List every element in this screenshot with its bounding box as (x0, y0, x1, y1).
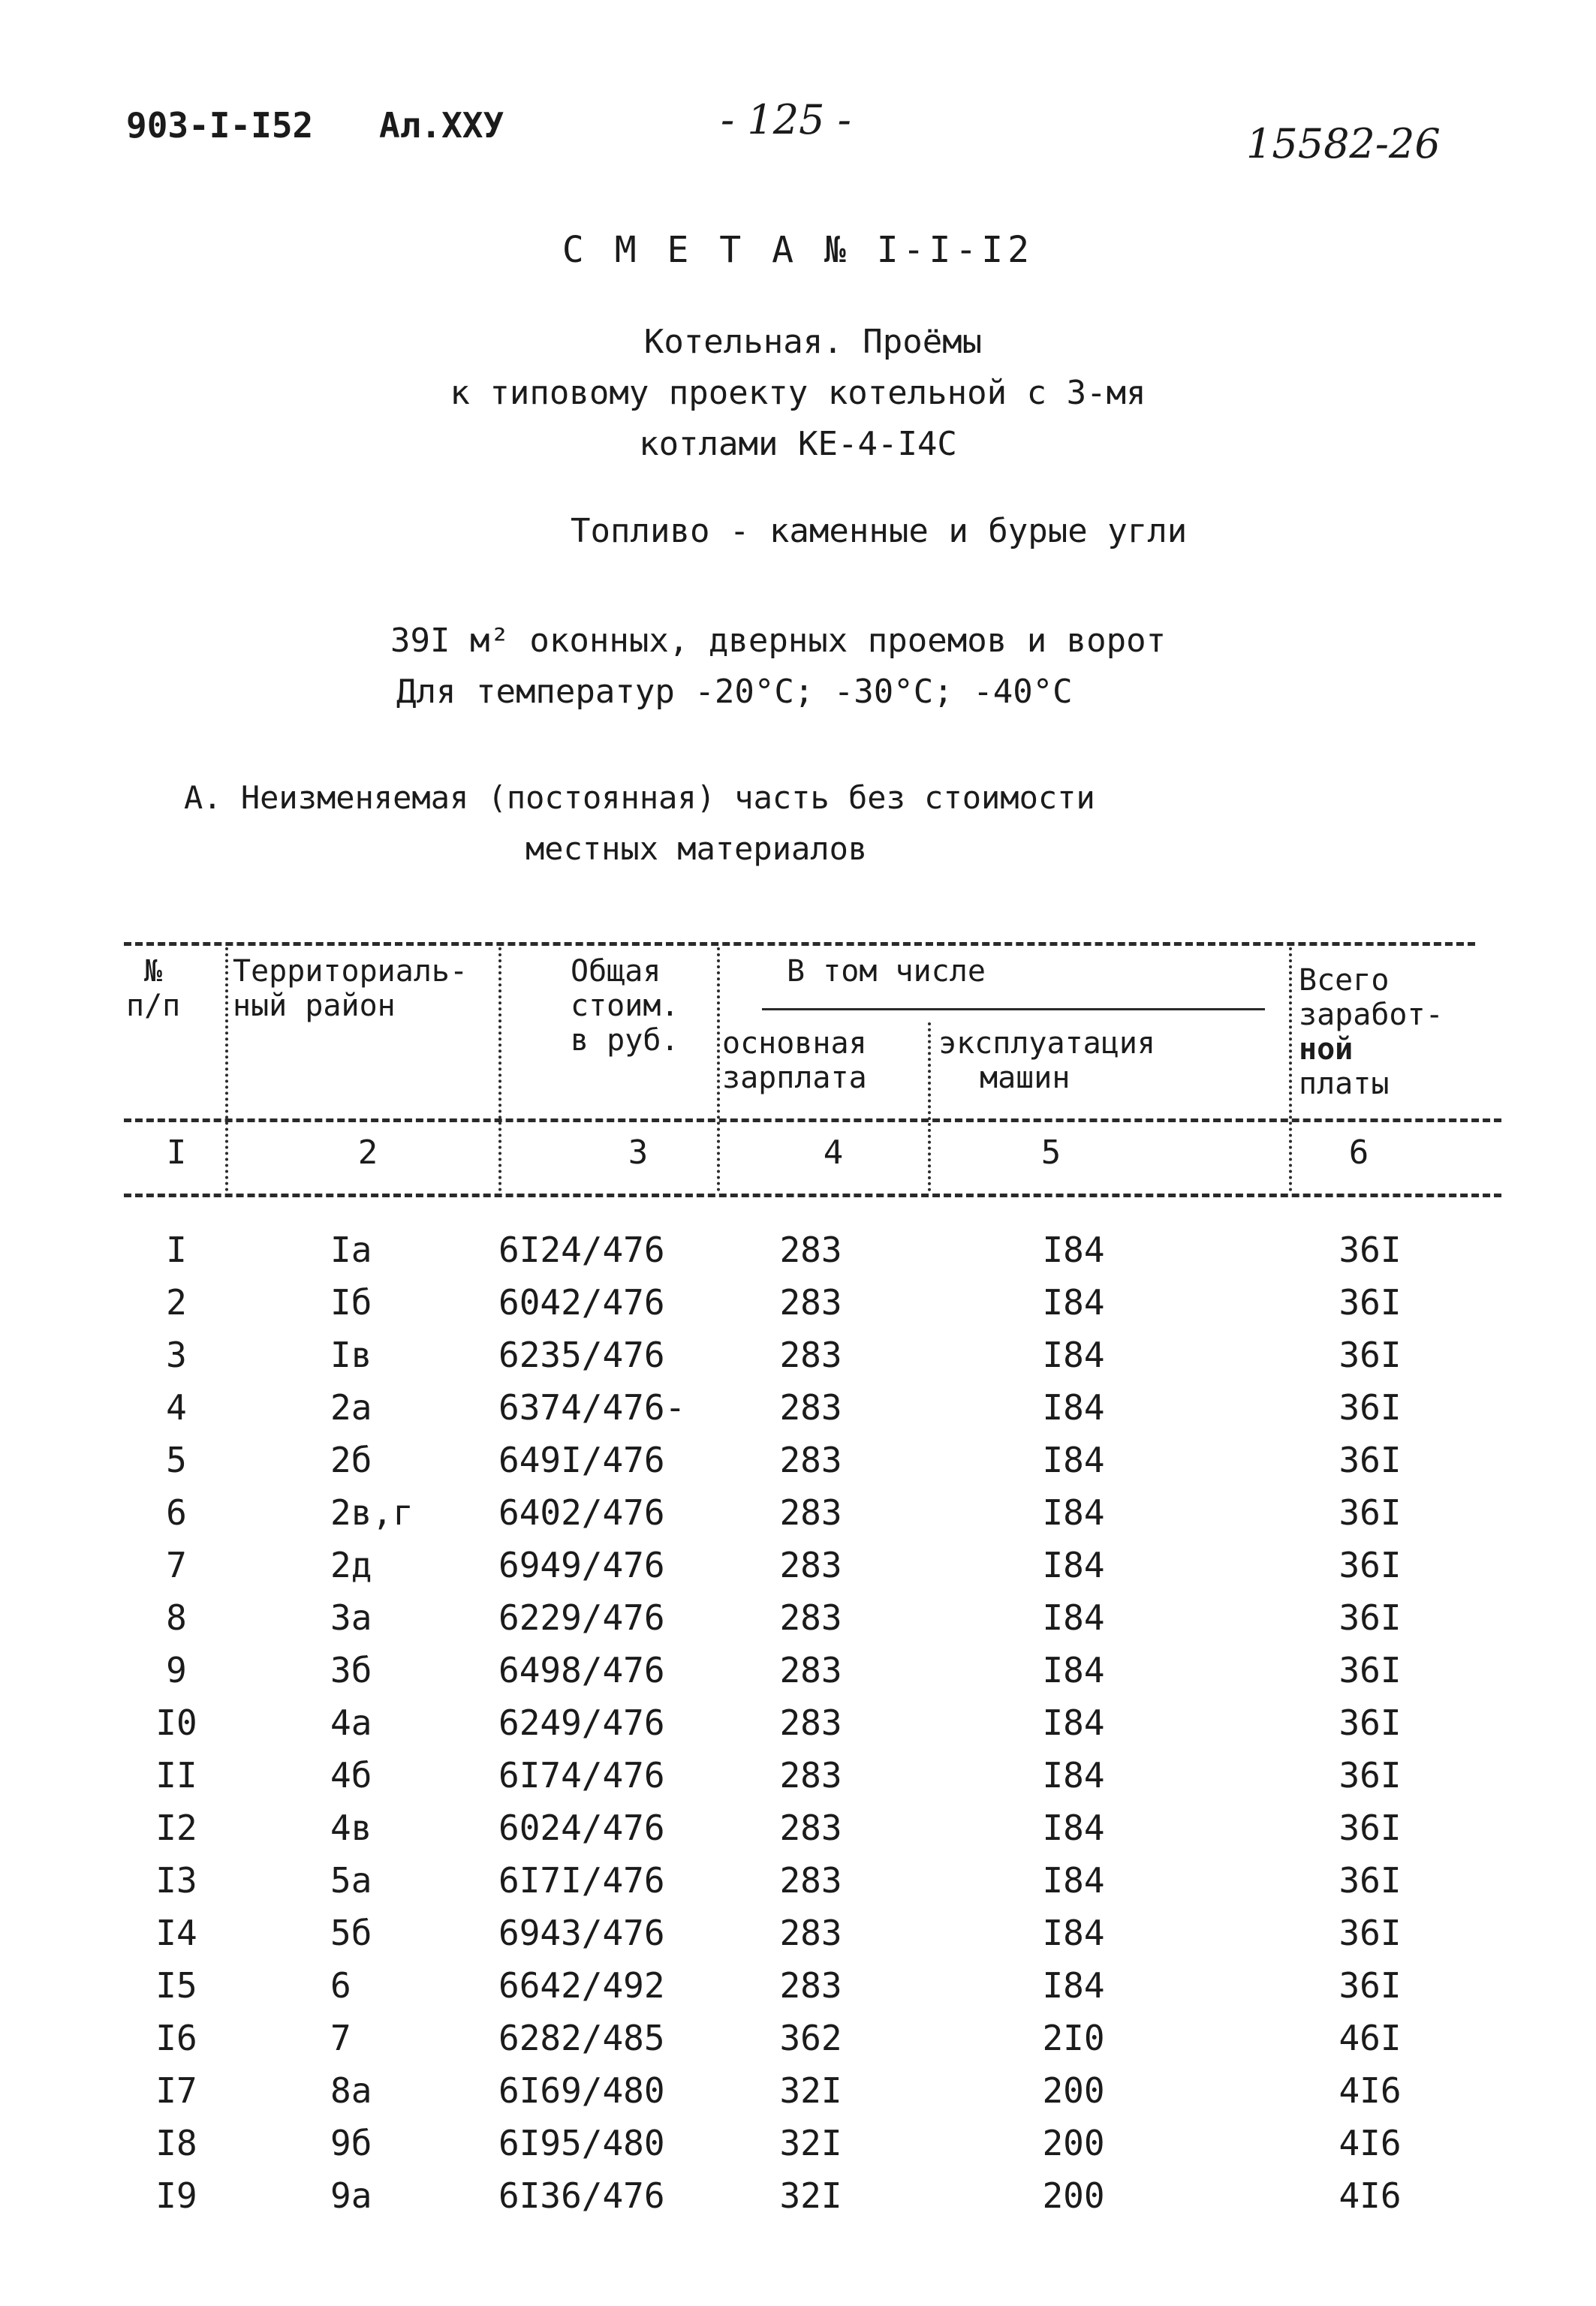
table-cell: I6 (155, 2018, 197, 2058)
table-cell: 36I (1339, 1965, 1402, 2006)
table-cell: 46I (1339, 2018, 1402, 2058)
table-cell: 36I (1339, 1650, 1402, 1690)
header-total-c: в руб. (571, 1023, 679, 1058)
table-cell: 36I (1339, 1230, 1402, 1270)
table-cell: 283 (779, 1545, 842, 1585)
col-sep-1 (225, 947, 228, 1191)
header-district-b: ный район (233, 989, 396, 1023)
table-cell: 2д (330, 1545, 372, 1585)
table-top-rule (124, 942, 1475, 946)
title-line-2: к типовому проекту котельной с 3-мя (450, 374, 1146, 412)
table-cell: 36I (1339, 1913, 1402, 1953)
table-cell: 2I0 (1042, 2018, 1105, 2058)
table-cell: 4а (330, 1702, 372, 1743)
table-cell: 649I/476 (498, 1440, 665, 1480)
table-cell: 36I (1339, 1808, 1402, 1848)
column-number: I (166, 1133, 187, 1172)
title-line-1: Котельная. Проёмы (643, 323, 983, 361)
table-cell: 283 (779, 1230, 842, 1270)
table-cell: 36I (1339, 1545, 1402, 1585)
col-sep-5 (1289, 947, 1292, 1191)
table-cell: 4I6 (1339, 2175, 1402, 2216)
column-number-rule (124, 1194, 1501, 1197)
table-cell: 3 (166, 1335, 187, 1375)
table-cell: 32I (779, 2123, 842, 2163)
col-sep-3 (717, 947, 720, 1191)
subheader-rule (762, 1008, 1265, 1010)
page-number: - 125 - (721, 96, 851, 143)
table-cell: I84 (1042, 1597, 1105, 1638)
table-cell: I5 (155, 1965, 197, 2006)
table-cell: I84 (1042, 1650, 1105, 1690)
project-code: 903-I-I52 (126, 105, 314, 146)
header-including: В том числе (787, 954, 986, 989)
table-cell: 36I (1339, 1387, 1402, 1428)
table-cell: 6249/476 (498, 1702, 665, 1743)
table-cell: I (166, 1230, 187, 1270)
estimate-title: С М Е Т А № I-I-I2 (562, 229, 1034, 271)
header-wages-total-a: Всего (1299, 963, 1390, 998)
table-cell: I84 (1042, 1755, 1105, 1796)
table-cell: 283 (779, 1597, 842, 1638)
table-cell: 36I (1339, 1282, 1402, 1323)
table-cell: I84 (1042, 1230, 1105, 1270)
table-cell: 6 (166, 1492, 187, 1533)
header-wage-a: основная (722, 1026, 867, 1061)
table-cell: I3 (155, 1860, 197, 1901)
table-cell: I2 (155, 1808, 197, 1848)
table-cell: 6I36/476 (498, 2175, 665, 2216)
table-cell: 36I (1339, 1492, 1402, 1533)
table-cell: 9а (330, 2175, 372, 2216)
table-cell: 6402/476 (498, 1492, 665, 1533)
table-cell: 4 (166, 1387, 187, 1428)
table-cell: 36I (1339, 1597, 1402, 1638)
table-cell: 6024/476 (498, 1808, 665, 1848)
table-cell: 9 (166, 1650, 187, 1690)
document-number: 15582-26 (1246, 120, 1441, 167)
header-wages-total-c: ной (1299, 1032, 1354, 1067)
table-cell: 6I95/480 (498, 2123, 665, 2163)
table-cell: 283 (779, 1702, 842, 1743)
section-heading-2: местных материалов (525, 830, 868, 867)
table-cell: 6I74/476 (498, 1755, 665, 1796)
table-cell: I84 (1042, 1965, 1105, 2006)
table-cell: I84 (1042, 1387, 1105, 1428)
table-cell: 4I6 (1339, 2070, 1402, 2111)
table-cell: Iв (330, 1335, 372, 1375)
header-total-b: стоим. (571, 989, 679, 1023)
table-cell: I0 (155, 1702, 197, 1743)
table-cell: 6282/485 (498, 2018, 665, 2058)
table-cell: 6949/476 (498, 1545, 665, 1585)
table-cell: 5 (166, 1440, 187, 1480)
table-cell: I84 (1042, 1913, 1105, 1953)
table-cell: 283 (779, 1808, 842, 1848)
header-machines-b: машин (980, 1061, 1071, 1095)
table-cell: 200 (1042, 2070, 1105, 2111)
table-cell: 283 (779, 1492, 842, 1533)
header-bottom-rule (124, 1118, 1501, 1122)
table-cell: I84 (1042, 1808, 1105, 1848)
table-cell: 2б (330, 1440, 372, 1480)
table-cell: 6498/476 (498, 1650, 665, 1690)
table-cell: 6I24/476 (498, 1230, 665, 1270)
table-cell: 6642/492 (498, 1965, 665, 2006)
table-cell: 5а (330, 1860, 372, 1901)
table-cell: 283 (779, 1335, 842, 1375)
table-cell: 4в (330, 1808, 372, 1848)
header-num-b: п/п (126, 989, 181, 1023)
table-cell: I84 (1042, 1702, 1105, 1743)
table-cell: 6374/476- (498, 1387, 686, 1428)
table-cell: 283 (779, 1440, 842, 1480)
fuel-line: Топливо - каменные и бурые угли (571, 512, 1188, 550)
header-wage-b: зарплата (722, 1061, 867, 1095)
table-cell: 8а (330, 2070, 372, 2111)
table-cell: 4б (330, 1755, 372, 1796)
table-cell: I7 (155, 2070, 197, 2111)
table-cell: 283 (779, 1913, 842, 1953)
title-line-3: котлами КЕ-4-I4С (639, 425, 957, 463)
table-cell: II (155, 1755, 197, 1796)
column-number: 6 (1348, 1133, 1369, 1172)
table-cell: Iа (330, 1230, 372, 1270)
table-cell: 283 (779, 1387, 842, 1428)
table-cell: 9б (330, 2123, 372, 2163)
table-cell: 6229/476 (498, 1597, 665, 1638)
column-number: 4 (823, 1133, 844, 1172)
table-cell: I84 (1042, 1545, 1105, 1585)
table-cell: I4 (155, 1913, 197, 1953)
table-cell: I8 (155, 2123, 197, 2163)
table-cell: 2в,г (330, 1492, 414, 1533)
table-cell: 32I (779, 2070, 842, 2111)
table-cell: 6I69/480 (498, 2070, 665, 2111)
table-cell: 200 (1042, 2175, 1105, 2216)
section-heading: А. Неизменяемая (постоянная) часть без стоимости (184, 779, 1095, 816)
album-number: Ал.XXУ (379, 105, 504, 146)
table-cell: 6943/476 (498, 1913, 665, 1953)
col-sep-4 (928, 1022, 931, 1191)
table-cell: 200 (1042, 2123, 1105, 2163)
table-cell: 283 (779, 1755, 842, 1796)
table-cell: 3а (330, 1597, 372, 1638)
table-cell: 8 (166, 1597, 187, 1638)
column-number: 2 (357, 1133, 378, 1172)
header-machines-a: эксплуатация (938, 1026, 1155, 1061)
table-cell: I84 (1042, 1492, 1105, 1533)
table-cell: 5б (330, 1913, 372, 1953)
table-cell: 36I (1339, 1755, 1402, 1796)
table-cell: 32I (779, 2175, 842, 2216)
table-cell: 283 (779, 1282, 842, 1323)
table-cell: I84 (1042, 1440, 1105, 1480)
table-cell: I84 (1042, 1860, 1105, 1901)
table-cell: I84 (1042, 1282, 1105, 1323)
header-wages-total-d: платы (1299, 1067, 1390, 1101)
column-number: 5 (1040, 1133, 1061, 1172)
table-cell: 36I (1339, 1702, 1402, 1743)
header-wages-total-b: заработ- (1299, 998, 1444, 1032)
table-cell: 3б (330, 1650, 372, 1690)
temperature-line: Для температур -20°С; -30°С; -40°С (396, 673, 1073, 711)
table-cell: 4I6 (1339, 2123, 1402, 2163)
table-cell: I9 (155, 2175, 197, 2216)
header-num-a: № (144, 954, 163, 989)
table-cell: 36I (1339, 1335, 1402, 1375)
table-cell: 362 (779, 2018, 842, 2058)
table-cell: 6 (330, 1965, 351, 2006)
table-cell: 283 (779, 1860, 842, 1901)
area-line: 39I м² оконных, дверных проемов и ворот (390, 622, 1167, 660)
table-cell: 6042/476 (498, 1282, 665, 1323)
header-total-a: Общая (571, 954, 661, 989)
header-district-a: Территориаль- (233, 954, 468, 989)
table-cell: 7 (330, 2018, 351, 2058)
table-cell: 36I (1339, 1440, 1402, 1480)
table-cell: Iб (330, 1282, 372, 1323)
table-cell: 2 (166, 1282, 187, 1323)
col-sep-2 (498, 947, 501, 1191)
table-cell: 283 (779, 1650, 842, 1690)
table-cell: 6I7I/476 (498, 1860, 665, 1901)
table-cell: 7 (166, 1545, 187, 1585)
table-cell: 6235/476 (498, 1335, 665, 1375)
column-number: 3 (628, 1133, 649, 1172)
table-cell: 36I (1339, 1860, 1402, 1901)
table-cell: 2а (330, 1387, 372, 1428)
table-cell: I84 (1042, 1335, 1105, 1375)
table-cell: 283 (779, 1965, 842, 2006)
